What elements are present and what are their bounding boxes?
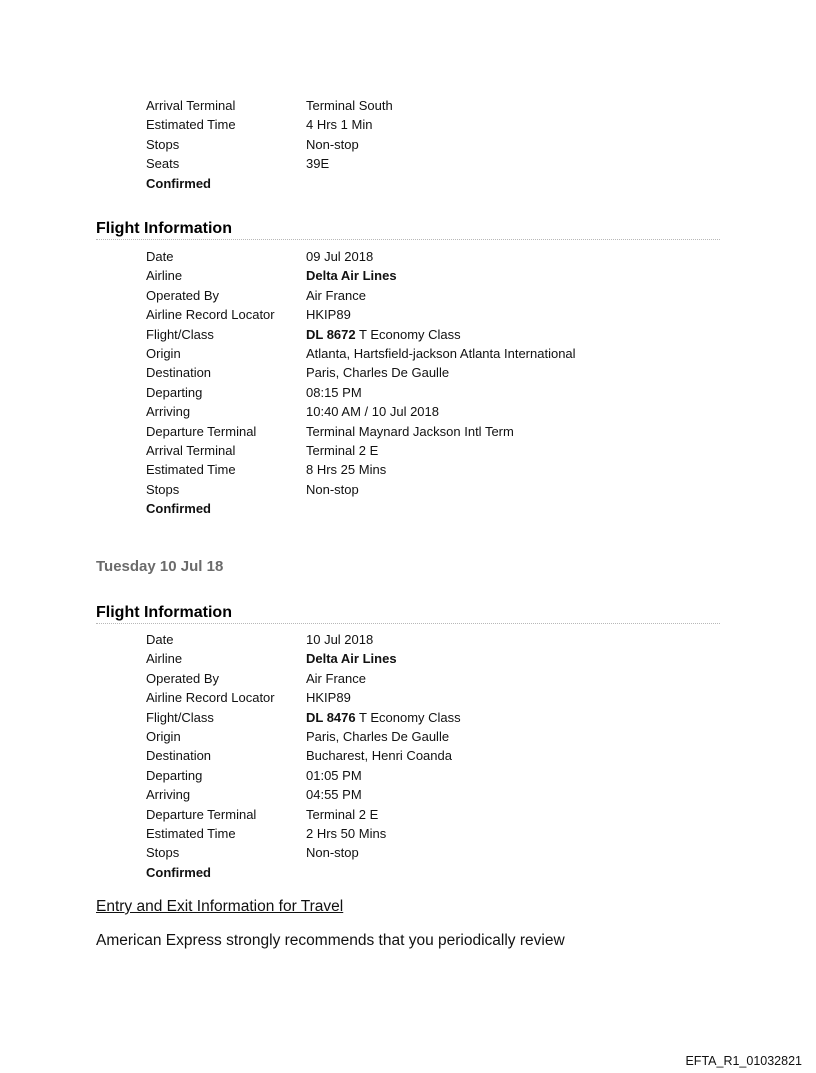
confirmed-status: Confirmed — [146, 501, 211, 517]
record-locator-value: HKIP89 — [306, 690, 351, 706]
destination-value: Paris, Charles De Gaulle — [306, 365, 450, 381]
section-heading-flight-information: Flight Information — [96, 604, 720, 624]
stops-value: Non-stop — [306, 481, 359, 497]
airline-value: Delta Air Lines — [306, 268, 397, 284]
operated-by-label: Operated By — [146, 670, 219, 686]
destination-value: Bucharest, Henri Coanda — [306, 748, 452, 764]
detail-row — [146, 805, 746, 824]
detail-value: 39E — [306, 156, 330, 172]
detail-row — [146, 746, 746, 765]
flight-details-1 — [146, 247, 746, 519]
detail-row — [146, 383, 746, 402]
record-locator-label: Airline Record Locator — [146, 307, 275, 323]
detail-row — [146, 115, 746, 134]
flight-details-2 — [146, 630, 746, 882]
detail-row — [146, 286, 746, 305]
detail-row — [146, 669, 746, 688]
detail-row — [146, 154, 746, 173]
record-locator-label: Airline Record Locator — [146, 690, 275, 706]
date-value: 10 Jul 2018 — [306, 632, 374, 647]
cabin-class: T Economy Class — [355, 709, 461, 725]
entry-exit-info-link[interactable]: Entry and Exit Information for Travel — [96, 898, 344, 915]
detail-row — [146, 247, 746, 266]
detail-row — [146, 441, 746, 460]
detail-row — [146, 843, 746, 862]
departing-label: Departing — [146, 767, 203, 783]
confirmed-status: Confirmed — [146, 175, 211, 191]
previous-flight-details — [146, 96, 746, 193]
airline-label: Airline — [146, 268, 183, 284]
detail-value: Terminal South — [306, 98, 393, 113]
confirmed-status: Confirmed — [146, 864, 211, 880]
departing-label: Departing — [146, 384, 203, 400]
detail-row — [146, 305, 746, 324]
departure-terminal-value: Terminal Maynard Jackson Intl Term — [306, 423, 514, 439]
detail-row — [146, 708, 746, 727]
origin-label: Origin — [146, 729, 181, 745]
record-locator-value: HKIP89 — [306, 307, 351, 323]
detail-row — [146, 363, 746, 382]
arriving-value: 04:55 PM — [306, 787, 362, 803]
flight-class-label: Flight/Class — [146, 326, 214, 342]
date-value: 09 Jul 2018 — [306, 249, 374, 264]
date-label: Date — [146, 249, 174, 264]
destination-label: Destination — [146, 748, 212, 764]
flight-class-value — [306, 708, 746, 727]
section-heading-flight-information: Flight Information — [96, 220, 720, 240]
departure-terminal-value: Terminal 2 E — [306, 806, 379, 822]
estimated-time-label: Estimated Time — [146, 462, 236, 478]
document-id: EFTA_R1_01032821 — [685, 1054, 802, 1068]
origin-value: Atlanta, Hartsfield-jackson Atlanta International — [306, 346, 576, 362]
estimated-time-value: 8 Hrs 25 Mins — [306, 462, 387, 478]
arriving-label: Arriving — [146, 787, 191, 803]
recommendation-text: American Express strongly recommends that you periodically review — [96, 932, 565, 949]
estimated-time-label: Estimated Time — [146, 826, 236, 842]
departing-value: 08:15 PM — [306, 384, 362, 400]
airline-value: Delta Air Lines — [306, 651, 397, 667]
detail-value: Non-stop — [306, 136, 359, 152]
detail-row — [146, 344, 746, 363]
detail-row — [146, 422, 746, 441]
departing-value: 01:05 PM — [306, 767, 362, 783]
detail-row — [146, 863, 746, 882]
detail-row — [146, 785, 746, 804]
destination-label: Destination — [146, 365, 212, 381]
flight-number: DL 8476 — [306, 709, 356, 725]
detail-row — [146, 499, 746, 518]
airline-label: Airline — [146, 651, 183, 667]
detail-label: Arrival Terminal — [146, 98, 236, 113]
detail-row — [146, 135, 746, 154]
detail-row — [146, 174, 746, 193]
departure-terminal-label: Departure Terminal — [146, 423, 257, 439]
cabin-class: T Economy Class — [355, 326, 461, 342]
detail-row — [146, 766, 746, 785]
detail-row — [146, 649, 746, 668]
detail-row — [146, 325, 746, 344]
detail-row — [146, 266, 746, 285]
flight-number: DL 8672 — [306, 326, 356, 342]
detail-row — [146, 630, 746, 649]
estimated-time-value: 2 Hrs 50 Mins — [306, 826, 387, 842]
detail-row — [146, 688, 746, 707]
detail-row — [146, 824, 746, 843]
detail-row — [146, 727, 746, 746]
detail-row — [146, 480, 746, 499]
arriving-label: Arriving — [146, 404, 191, 420]
arrival-terminal-value: Terminal 2 E — [306, 443, 379, 459]
detail-label: Stops — [146, 136, 180, 152]
detail-label: Seats — [146, 156, 180, 172]
detail-value: 4 Hrs 1 Min — [306, 117, 373, 133]
operated-by-value: Air France — [306, 287, 366, 303]
detail-row — [146, 460, 746, 479]
origin-label: Origin — [146, 346, 181, 362]
detail-label: Estimated Time — [146, 117, 236, 133]
detail-row — [146, 402, 746, 421]
stops-value: Non-stop — [306, 845, 359, 861]
stops-label: Stops — [146, 845, 180, 861]
detail-row — [146, 96, 746, 115]
stops-label: Stops — [146, 481, 180, 497]
arrival-terminal-label: Arrival Terminal — [146, 443, 236, 459]
departure-terminal-label: Departure Terminal — [146, 806, 257, 822]
flight-class-label: Flight/Class — [146, 709, 214, 725]
flight-class-value — [306, 325, 746, 344]
operated-by-label: Operated By — [146, 287, 219, 303]
arriving-value: 10:40 AM / 10 Jul 2018 — [306, 404, 439, 420]
date-label: Date — [146, 632, 174, 647]
operated-by-value: Air France — [306, 670, 366, 686]
origin-value: Paris, Charles De Gaulle — [306, 729, 450, 745]
day-header: Tuesday 10 Jul 18 — [96, 558, 224, 575]
